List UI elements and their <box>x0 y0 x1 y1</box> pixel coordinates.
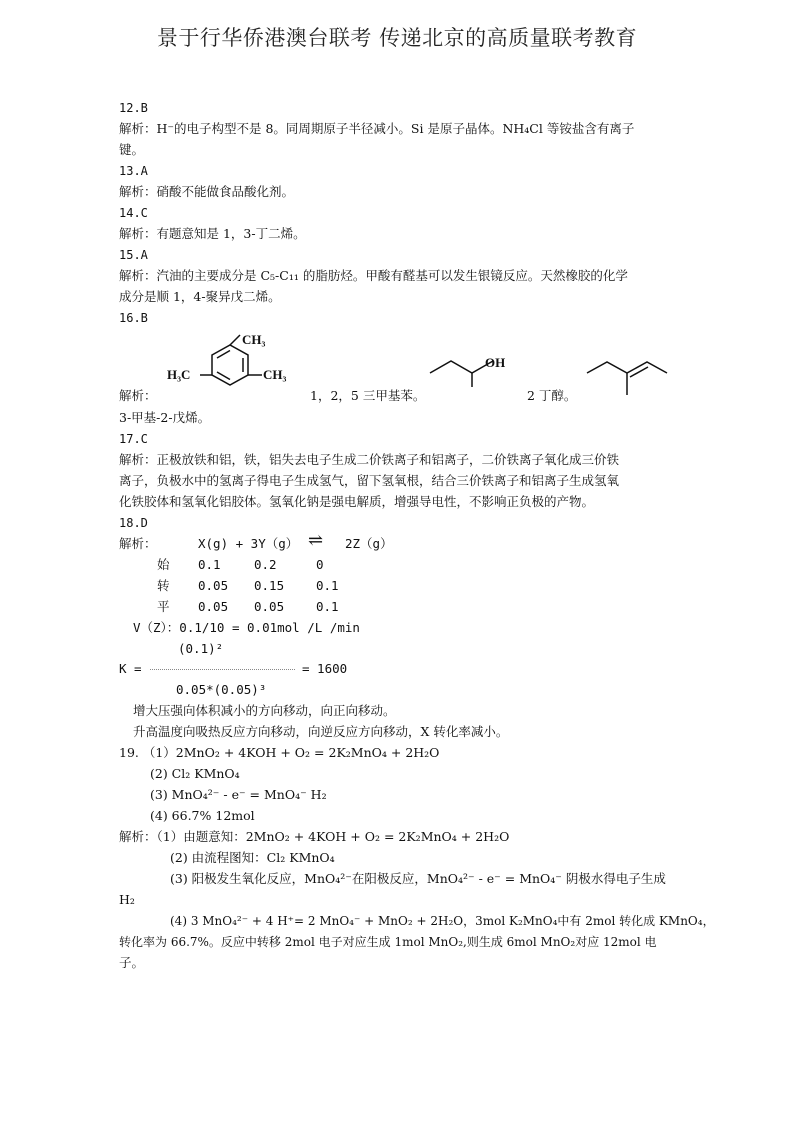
q12-explanation: 解析：H⁻的电子构型不是 8。同周期原子半径减小。Si 是原子晶体。NH₄Cl 等铵盐含有离子 <box>119 121 635 136</box>
q18-answer: 18.D <box>119 516 148 530</box>
q19-answer-2: (2) Cl₂ KMnO₄ <box>150 766 240 781</box>
ch3-left-label: H₃C <box>167 367 191 382</box>
q17-explanation-1: 解析：正极放铁和铝，铁，铝失去电子生成二价铁离子和铝离子，二价铁离子氧化成三价铁 <box>119 452 620 467</box>
q15-explanation-cont: 成分是顺 1，4-聚异戊二烯。 <box>119 289 281 304</box>
ice-cell: 0 <box>316 557 324 572</box>
q17-answer: 17.C <box>119 432 148 446</box>
q19-explanation-5: 转化率为 66.7%。反应中转移 2mol 电子对应生成 1mol MnO₂,则生成 6mol MnO₂对应 12mol 电 <box>119 935 657 949</box>
q18-note-2: 升高温度向吸热反应方向移动，向逆反应方向移动，X 转化率减小。 <box>133 724 509 739</box>
ice-cell: 0.1 <box>198 557 221 572</box>
ice-cell: 0.2 <box>254 557 277 572</box>
ice-cell: 0.05 <box>198 599 229 614</box>
ch3-top-label: CH₃ <box>242 332 266 347</box>
q16-name3: 3-甲基-2-戊烯。 <box>119 410 211 425</box>
q19-explanation-3: (3) 阳极发生氧化反应，MnO₄²⁻在阳极反应，MnO₄²⁻ - e⁻ = MnO₄⁻ 阴极水得电子生成 <box>170 871 666 886</box>
q14-answer: 14.C <box>119 206 148 220</box>
k-denominator: 0.05*(0.05)³ <box>176 682 267 697</box>
q16-name2: 2 丁醇。 <box>527 388 577 403</box>
q19-answer-4: (4) 66.7% 12mol <box>150 808 255 823</box>
q12-explanation-cont: 键。 <box>119 142 145 157</box>
q13-answer: 13.A <box>119 164 148 178</box>
equilibrium-arrow-icon: ⇌ <box>308 530 324 551</box>
k-label: K = <box>119 661 142 676</box>
fraction-bar <box>150 669 295 670</box>
ice-cell: 0.1 <box>316 599 339 614</box>
k-value: = 1600 <box>302 661 348 676</box>
q19-explanation-6: 子。 <box>119 955 145 970</box>
q18-equation-left: X(g) + 3Y（g） <box>198 536 299 551</box>
k-numerator: (0.1)² <box>178 641 224 656</box>
ice-row-label: 转 <box>157 578 170 593</box>
q19-explanation-1: 解析：（1）由题意知：2MnO₂ + 4KOH + O₂ = 2K₂MnO₄ + 2H₂O <box>119 829 510 844</box>
q19-explanation-4: (4) 3 MnO₄²⁻ + 4 H⁺= 2 MnO₄⁻ + MnO₂ + 2H₂O，3mol K₂MnO₄中有 2mol 转化成 KMnO₄， <box>170 914 715 928</box>
trimethylbenzene-structure <box>160 330 300 400</box>
q17-explanation-3: 化铁胶体和氢氧化铝胶体。氢氧化钠是强电解质，增强导电性，不影响正负极的产物。 <box>119 494 595 509</box>
q15-explanation: 解析：汽油的主要成分是 C₅-C₁₁ 的脂肪烃。甲酸有醛基可以发生银镜反应。天然橡胶的化学 <box>119 268 628 283</box>
q17-explanation-2: 离子，负极水中的氢离子得电子生成氢气，留下氢氧根，结合三价铁离子和铝离子生成氢氧 <box>119 473 620 488</box>
q19-explanation-2: (2) 由流程图知：Cl₂ KMnO₄ <box>170 850 335 865</box>
ice-cell: 0.05 <box>254 599 285 614</box>
q18-label: 解析： <box>119 536 157 551</box>
q19-answer-3: (3) MnO₄²⁻ - e⁻ = MnO₄⁻ H₂ <box>150 787 327 802</box>
ice-row-label: 平 <box>157 599 170 614</box>
q13-explanation: 解析：硝酸不能做食品酸化剂。 <box>119 184 295 199</box>
methylpentene-structure <box>585 350 675 400</box>
ice-cell: 0.15 <box>254 578 285 593</box>
q18-note-1: 增大压强向体积减小的方向移动，向正向移动。 <box>133 703 396 718</box>
oh-label: OH <box>485 355 506 370</box>
q18-rate: V（Z）：0.1/10 = 0.01mol /L /min <box>133 620 360 635</box>
ice-row-label: 始 <box>157 557 170 572</box>
ch3-right-label: CH₃ <box>263 367 287 382</box>
q19-answer-1: 19. （1）2MnO₂ + 4KOH + O₂ = 2K₂MnO₄ + 2H₂O <box>119 745 440 760</box>
q14-explanation: 解析：有题意知是 1，3-丁二烯。 <box>119 226 306 241</box>
q15-answer: 15.A <box>119 248 148 262</box>
q19-explanation-3-cont: H₂ <box>119 892 135 907</box>
q18-equation-right: 2Z（g） <box>345 536 393 551</box>
ice-cell: 0.1 <box>316 578 339 593</box>
page-header: 景于行华侨港澳台联考 传递北京的高质量联考教育 <box>156 26 638 50</box>
ice-cell: 0.05 <box>198 578 229 593</box>
butanol-structure <box>428 350 528 390</box>
q16-label: 解析： <box>119 388 157 403</box>
q12-answer: 12.B <box>119 101 148 115</box>
q16-name1: 1，2，5 三甲基苯。 <box>310 388 426 403</box>
q16-answer: 16.B <box>119 311 148 325</box>
